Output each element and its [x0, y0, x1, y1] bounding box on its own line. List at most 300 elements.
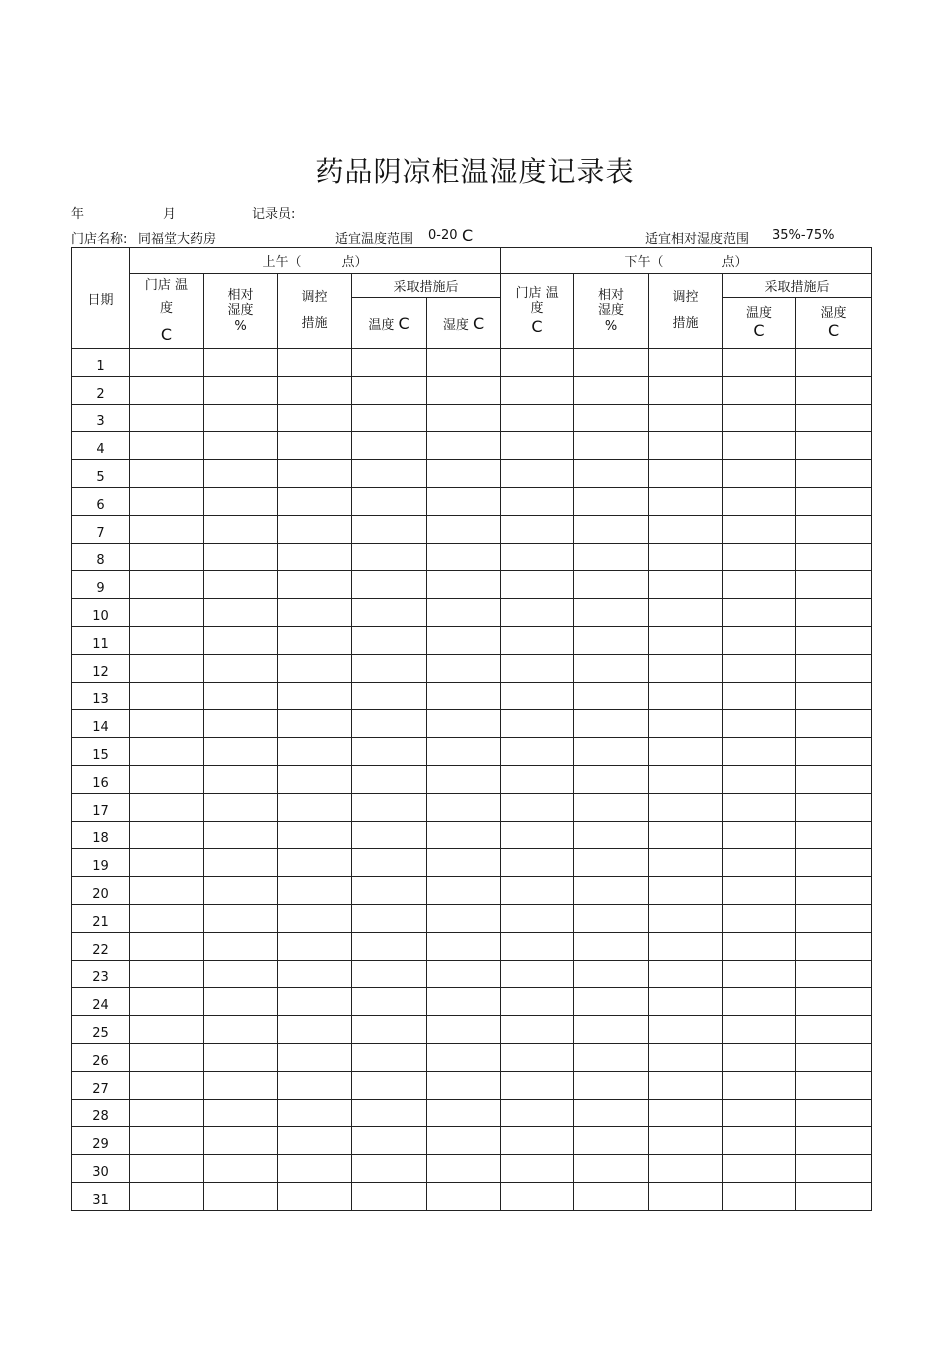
entry-cell[interactable]: [723, 1099, 796, 1127]
entry-cell[interactable]: [352, 543, 427, 571]
entry-cell[interactable]: [278, 599, 352, 627]
entry-cell[interactable]: [427, 1099, 501, 1127]
entry-cell[interactable]: [352, 1099, 427, 1127]
entry-cell[interactable]: [204, 1099, 278, 1127]
entry-cell[interactable]: [278, 738, 352, 766]
entry-cell[interactable]: [352, 432, 427, 460]
entry-cell[interactable]: [723, 515, 796, 543]
entry-cell[interactable]: [501, 1099, 574, 1127]
entry-cell[interactable]: [427, 571, 501, 599]
entry-cell[interactable]: [649, 432, 723, 460]
entry-cell[interactable]: [723, 1127, 796, 1155]
entry-cell[interactable]: [130, 710, 204, 738]
entry-cell[interactable]: [723, 988, 796, 1016]
entry-cell[interactable]: [427, 904, 501, 932]
entry-cell[interactable]: [501, 487, 574, 515]
entry-cell[interactable]: [574, 599, 649, 627]
entry-cell[interactable]: [796, 932, 872, 960]
entry-cell[interactable]: [649, 1043, 723, 1071]
entry-cell[interactable]: [427, 710, 501, 738]
entry-cell[interactable]: [796, 626, 872, 654]
entry-cell[interactable]: [130, 821, 204, 849]
entry-cell[interactable]: [796, 654, 872, 682]
entry-cell[interactable]: [574, 904, 649, 932]
entry-cell[interactable]: [649, 626, 723, 654]
entry-cell[interactable]: [204, 1071, 278, 1099]
entry-cell[interactable]: [278, 988, 352, 1016]
entry-cell[interactable]: [649, 1016, 723, 1044]
entry-cell[interactable]: [574, 849, 649, 877]
entry-cell[interactable]: [278, 543, 352, 571]
entry-cell[interactable]: [649, 376, 723, 404]
entry-cell[interactable]: [723, 765, 796, 793]
entry-cell[interactable]: [130, 738, 204, 766]
entry-cell[interactable]: [278, 877, 352, 905]
entry-cell[interactable]: [649, 543, 723, 571]
entry-cell[interactable]: [204, 349, 278, 377]
entry-cell[interactable]: [796, 1071, 872, 1099]
entry-cell[interactable]: [427, 960, 501, 988]
entry-cell[interactable]: [723, 626, 796, 654]
entry-cell[interactable]: [574, 404, 649, 432]
entry-cell[interactable]: [649, 821, 723, 849]
entry-cell[interactable]: [278, 1016, 352, 1044]
entry-cell[interactable]: [130, 1016, 204, 1044]
entry-cell[interactable]: [278, 349, 352, 377]
entry-cell[interactable]: [278, 765, 352, 793]
entry-cell[interactable]: [796, 1043, 872, 1071]
entry-cell[interactable]: [352, 1127, 427, 1155]
entry-cell[interactable]: [204, 487, 278, 515]
entry-cell[interactable]: [574, 932, 649, 960]
entry-cell[interactable]: [649, 349, 723, 377]
entry-cell[interactable]: [278, 1155, 352, 1183]
entry-cell[interactable]: [574, 1016, 649, 1044]
entry-cell[interactable]: [723, 599, 796, 627]
entry-cell[interactable]: [427, 515, 501, 543]
entry-cell[interactable]: [501, 738, 574, 766]
entry-cell[interactable]: [130, 877, 204, 905]
entry-cell[interactable]: [649, 960, 723, 988]
entry-cell[interactable]: [427, 1043, 501, 1071]
entry-cell[interactable]: [796, 487, 872, 515]
entry-cell[interactable]: [723, 682, 796, 710]
entry-cell[interactable]: [501, 515, 574, 543]
entry-cell[interactable]: [204, 599, 278, 627]
entry-cell[interactable]: [278, 404, 352, 432]
entry-cell[interactable]: [501, 1043, 574, 1071]
entry-cell[interactable]: [204, 710, 278, 738]
entry-cell[interactable]: [501, 654, 574, 682]
entry-cell[interactable]: [723, 960, 796, 988]
entry-cell[interactable]: [501, 571, 574, 599]
entry-cell[interactable]: [427, 821, 501, 849]
entry-cell[interactable]: [796, 460, 872, 488]
entry-cell[interactable]: [204, 1016, 278, 1044]
entry-cell[interactable]: [352, 1155, 427, 1183]
entry-cell[interactable]: [204, 682, 278, 710]
entry-cell[interactable]: [501, 1127, 574, 1155]
entry-cell[interactable]: [501, 599, 574, 627]
entry-cell[interactable]: [501, 710, 574, 738]
entry-cell[interactable]: [649, 571, 723, 599]
entry-cell[interactable]: [130, 849, 204, 877]
entry-cell[interactable]: [352, 1182, 427, 1210]
entry-cell[interactable]: [278, 571, 352, 599]
entry-cell[interactable]: [427, 932, 501, 960]
entry-cell[interactable]: [427, 738, 501, 766]
entry-cell[interactable]: [352, 904, 427, 932]
entry-cell[interactable]: [130, 988, 204, 1016]
entry-cell[interactable]: [130, 682, 204, 710]
entry-cell[interactable]: [723, 849, 796, 877]
entry-cell[interactable]: [501, 849, 574, 877]
entry-cell[interactable]: [427, 1182, 501, 1210]
entry-cell[interactable]: [352, 793, 427, 821]
entry-cell[interactable]: [130, 1071, 204, 1099]
entry-cell[interactable]: [574, 738, 649, 766]
entry-cell[interactable]: [427, 988, 501, 1016]
entry-cell[interactable]: [204, 460, 278, 488]
entry-cell[interactable]: [574, 1043, 649, 1071]
entry-cell[interactable]: [427, 543, 501, 571]
entry-cell[interactable]: [796, 349, 872, 377]
entry-cell[interactable]: [574, 515, 649, 543]
entry-cell[interactable]: [501, 793, 574, 821]
entry-cell[interactable]: [796, 1099, 872, 1127]
entry-cell[interactable]: [574, 1127, 649, 1155]
entry-cell[interactable]: [204, 626, 278, 654]
entry-cell[interactable]: [427, 793, 501, 821]
entry-cell[interactable]: [352, 1071, 427, 1099]
entry-cell[interactable]: [427, 460, 501, 488]
entry-cell[interactable]: [130, 543, 204, 571]
entry-cell[interactable]: [352, 626, 427, 654]
entry-cell[interactable]: [130, 960, 204, 988]
entry-cell[interactable]: [649, 487, 723, 515]
entry-cell[interactable]: [130, 349, 204, 377]
entry-cell[interactable]: [649, 710, 723, 738]
entry-cell[interactable]: [501, 821, 574, 849]
entry-cell[interactable]: [352, 515, 427, 543]
entry-cell[interactable]: [352, 571, 427, 599]
entry-cell[interactable]: [501, 1182, 574, 1210]
entry-cell[interactable]: [501, 1155, 574, 1183]
entry-cell[interactable]: [130, 1127, 204, 1155]
entry-cell[interactable]: [796, 1182, 872, 1210]
entry-cell[interactable]: [278, 654, 352, 682]
entry-cell[interactable]: [427, 682, 501, 710]
entry-cell[interactable]: [574, 571, 649, 599]
entry-cell[interactable]: [130, 1155, 204, 1183]
entry-cell[interactable]: [649, 515, 723, 543]
entry-cell[interactable]: [130, 1099, 204, 1127]
entry-cell[interactable]: [723, 376, 796, 404]
entry-cell[interactable]: [574, 376, 649, 404]
entry-cell[interactable]: [352, 988, 427, 1016]
entry-cell[interactable]: [352, 654, 427, 682]
entry-cell[interactable]: [796, 849, 872, 877]
entry-cell[interactable]: [130, 487, 204, 515]
entry-cell[interactable]: [278, 1071, 352, 1099]
entry-cell[interactable]: [574, 460, 649, 488]
entry-cell[interactable]: [204, 1182, 278, 1210]
entry-cell[interactable]: [427, 1071, 501, 1099]
entry-cell[interactable]: [204, 738, 278, 766]
entry-cell[interactable]: [649, 1099, 723, 1127]
entry-cell[interactable]: [278, 626, 352, 654]
entry-cell[interactable]: [501, 765, 574, 793]
entry-cell[interactable]: [204, 821, 278, 849]
entry-cell[interactable]: [723, 349, 796, 377]
entry-cell[interactable]: [352, 765, 427, 793]
entry-cell[interactable]: [649, 1182, 723, 1210]
entry-cell[interactable]: [649, 849, 723, 877]
entry-cell[interactable]: [574, 349, 649, 377]
entry-cell[interactable]: [204, 988, 278, 1016]
entry-cell[interactable]: [574, 1099, 649, 1127]
entry-cell[interactable]: [723, 932, 796, 960]
entry-cell[interactable]: [427, 765, 501, 793]
entry-cell[interactable]: [427, 877, 501, 905]
entry-cell[interactable]: [352, 487, 427, 515]
entry-cell[interactable]: [352, 821, 427, 849]
entry-cell[interactable]: [796, 404, 872, 432]
entry-cell[interactable]: [574, 1155, 649, 1183]
entry-cell[interactable]: [352, 877, 427, 905]
entry-cell[interactable]: [204, 654, 278, 682]
entry-cell[interactable]: [796, 543, 872, 571]
entry-cell[interactable]: [796, 960, 872, 988]
entry-cell[interactable]: [723, 1155, 796, 1183]
entry-cell[interactable]: [352, 1043, 427, 1071]
entry-cell[interactable]: [649, 765, 723, 793]
entry-cell[interactable]: [130, 571, 204, 599]
entry-cell[interactable]: [723, 460, 796, 488]
entry-cell[interactable]: [501, 682, 574, 710]
entry-cell[interactable]: [501, 460, 574, 488]
entry-cell[interactable]: [649, 599, 723, 627]
entry-cell[interactable]: [501, 626, 574, 654]
entry-cell[interactable]: [574, 877, 649, 905]
entry-cell[interactable]: [723, 1071, 796, 1099]
entry-cell[interactable]: [796, 571, 872, 599]
entry-cell[interactable]: [723, 1043, 796, 1071]
entry-cell[interactable]: [278, 904, 352, 932]
entry-cell[interactable]: [501, 988, 574, 1016]
entry-cell[interactable]: [427, 349, 501, 377]
entry-cell[interactable]: [574, 432, 649, 460]
entry-cell[interactable]: [501, 376, 574, 404]
entry-cell[interactable]: [427, 432, 501, 460]
entry-cell[interactable]: [723, 487, 796, 515]
entry-cell[interactable]: [427, 404, 501, 432]
entry-cell[interactable]: [723, 793, 796, 821]
entry-cell[interactable]: [427, 376, 501, 404]
entry-cell[interactable]: [204, 793, 278, 821]
entry-cell[interactable]: [278, 1182, 352, 1210]
entry-cell[interactable]: [352, 1016, 427, 1044]
entry-cell[interactable]: [574, 654, 649, 682]
entry-cell[interactable]: [352, 599, 427, 627]
entry-cell[interactable]: [796, 376, 872, 404]
entry-cell[interactable]: [427, 1127, 501, 1155]
entry-cell[interactable]: [130, 932, 204, 960]
entry-cell[interactable]: [427, 626, 501, 654]
entry-cell[interactable]: [649, 404, 723, 432]
entry-cell[interactable]: [649, 460, 723, 488]
entry-cell[interactable]: [574, 765, 649, 793]
entry-cell[interactable]: [204, 571, 278, 599]
entry-cell[interactable]: [130, 376, 204, 404]
entry-cell[interactable]: [796, 765, 872, 793]
entry-cell[interactable]: [278, 793, 352, 821]
entry-cell[interactable]: [130, 404, 204, 432]
entry-cell[interactable]: [649, 877, 723, 905]
entry-cell[interactable]: [352, 710, 427, 738]
entry-cell[interactable]: [501, 543, 574, 571]
entry-cell[interactable]: [427, 849, 501, 877]
entry-cell[interactable]: [130, 793, 204, 821]
entry-cell[interactable]: [352, 376, 427, 404]
entry-cell[interactable]: [649, 1127, 723, 1155]
entry-cell[interactable]: [723, 1182, 796, 1210]
entry-cell[interactable]: [204, 1043, 278, 1071]
entry-cell[interactable]: [278, 932, 352, 960]
entry-cell[interactable]: [130, 1182, 204, 1210]
entry-cell[interactable]: [204, 1127, 278, 1155]
entry-cell[interactable]: [130, 904, 204, 932]
entry-cell[interactable]: [501, 349, 574, 377]
entry-cell[interactable]: [723, 877, 796, 905]
entry-cell[interactable]: [501, 877, 574, 905]
entry-cell[interactable]: [204, 543, 278, 571]
entry-cell[interactable]: [649, 793, 723, 821]
entry-cell[interactable]: [352, 349, 427, 377]
entry-cell[interactable]: [501, 904, 574, 932]
entry-cell[interactable]: [204, 904, 278, 932]
entry-cell[interactable]: [649, 1155, 723, 1183]
entry-cell[interactable]: [278, 515, 352, 543]
entry-cell[interactable]: [204, 404, 278, 432]
entry-cell[interactable]: [204, 960, 278, 988]
entry-cell[interactable]: [574, 988, 649, 1016]
entry-cell[interactable]: [427, 1155, 501, 1183]
entry-cell[interactable]: [723, 543, 796, 571]
entry-cell[interactable]: [427, 599, 501, 627]
entry-cell[interactable]: [796, 904, 872, 932]
entry-cell[interactable]: [796, 599, 872, 627]
entry-cell[interactable]: [204, 432, 278, 460]
entry-cell[interactable]: [501, 404, 574, 432]
entry-cell[interactable]: [649, 682, 723, 710]
entry-cell[interactable]: [796, 877, 872, 905]
entry-cell[interactable]: [649, 988, 723, 1016]
entry-cell[interactable]: [723, 904, 796, 932]
entry-cell[interactable]: [352, 682, 427, 710]
entry-cell[interactable]: [723, 654, 796, 682]
entry-cell[interactable]: [130, 599, 204, 627]
entry-cell[interactable]: [501, 932, 574, 960]
entry-cell[interactable]: [574, 626, 649, 654]
entry-cell[interactable]: [352, 404, 427, 432]
entry-cell[interactable]: [574, 710, 649, 738]
entry-cell[interactable]: [574, 1182, 649, 1210]
entry-cell[interactable]: [723, 404, 796, 432]
entry-cell[interactable]: [796, 821, 872, 849]
entry-cell[interactable]: [278, 460, 352, 488]
entry-cell[interactable]: [352, 960, 427, 988]
entry-cell[interactable]: [574, 1071, 649, 1099]
entry-cell[interactable]: [278, 710, 352, 738]
entry-cell[interactable]: [574, 821, 649, 849]
entry-cell[interactable]: [723, 571, 796, 599]
entry-cell[interactable]: [574, 487, 649, 515]
entry-cell[interactable]: [352, 849, 427, 877]
entry-cell[interactable]: [427, 654, 501, 682]
entry-cell[interactable]: [278, 682, 352, 710]
entry-cell[interactable]: [204, 877, 278, 905]
entry-cell[interactable]: [796, 793, 872, 821]
entry-cell[interactable]: [352, 738, 427, 766]
entry-cell[interactable]: [796, 1016, 872, 1044]
entry-cell[interactable]: [352, 932, 427, 960]
entry-cell[interactable]: [278, 1043, 352, 1071]
entry-cell[interactable]: [574, 793, 649, 821]
entry-cell[interactable]: [796, 682, 872, 710]
entry-cell[interactable]: [278, 1099, 352, 1127]
entry-cell[interactable]: [130, 654, 204, 682]
entry-cell[interactable]: [278, 1127, 352, 1155]
entry-cell[interactable]: [649, 1071, 723, 1099]
entry-cell[interactable]: [278, 849, 352, 877]
entry-cell[interactable]: [649, 654, 723, 682]
entry-cell[interactable]: [723, 432, 796, 460]
entry-cell[interactable]: [649, 738, 723, 766]
entry-cell[interactable]: [649, 904, 723, 932]
entry-cell[interactable]: [574, 682, 649, 710]
entry-cell[interactable]: [796, 515, 872, 543]
entry-cell[interactable]: [723, 1016, 796, 1044]
entry-cell[interactable]: [204, 376, 278, 404]
entry-cell[interactable]: [501, 432, 574, 460]
entry-cell[interactable]: [204, 1155, 278, 1183]
entry-cell[interactable]: [501, 960, 574, 988]
entry-cell[interactable]: [352, 460, 427, 488]
entry-cell[interactable]: [796, 710, 872, 738]
entry-cell[interactable]: [501, 1071, 574, 1099]
entry-cell[interactable]: [796, 738, 872, 766]
entry-cell[interactable]: [130, 765, 204, 793]
entry-cell[interactable]: [796, 988, 872, 1016]
entry-cell[interactable]: [278, 376, 352, 404]
entry-cell[interactable]: [278, 821, 352, 849]
entry-cell[interactable]: [130, 432, 204, 460]
entry-cell[interactable]: [796, 1127, 872, 1155]
entry-cell[interactable]: [723, 738, 796, 766]
entry-cell[interactable]: [574, 960, 649, 988]
entry-cell[interactable]: [130, 515, 204, 543]
entry-cell[interactable]: [278, 432, 352, 460]
entry-cell[interactable]: [130, 626, 204, 654]
entry-cell[interactable]: [574, 543, 649, 571]
entry-cell[interactable]: [204, 765, 278, 793]
entry-cell[interactable]: [204, 515, 278, 543]
entry-cell[interactable]: [278, 487, 352, 515]
entry-cell[interactable]: [130, 460, 204, 488]
entry-cell[interactable]: [501, 1016, 574, 1044]
entry-cell[interactable]: [204, 849, 278, 877]
